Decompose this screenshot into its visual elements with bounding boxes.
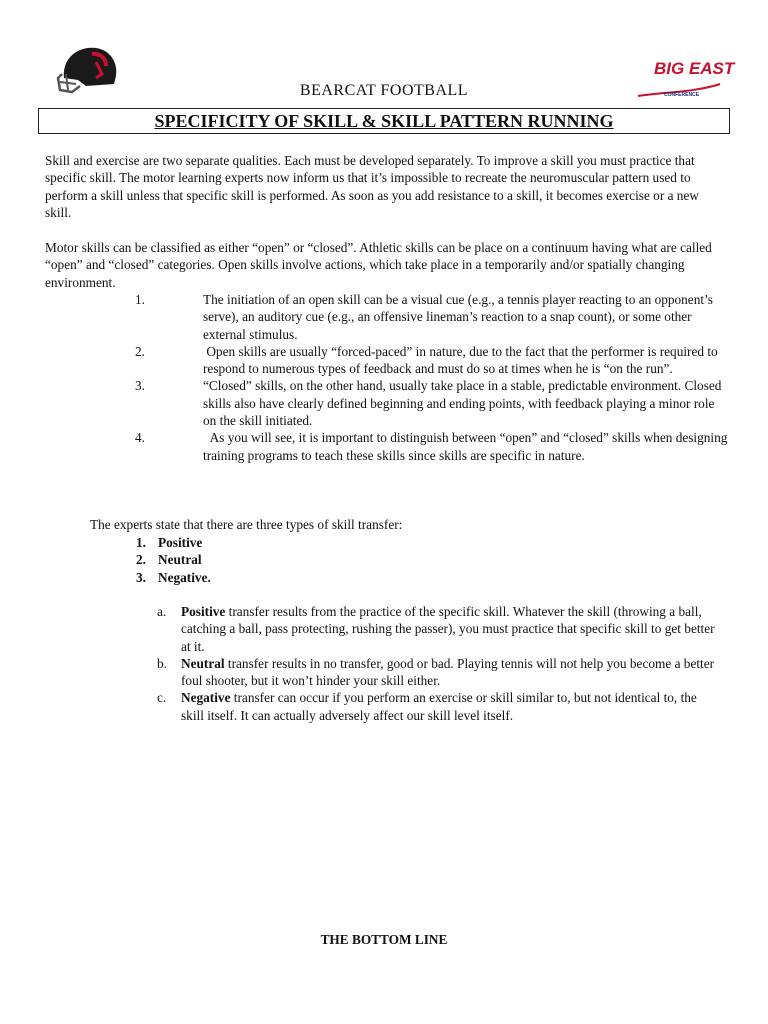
list-number: 1. [135, 292, 145, 307]
school-name: BEARCAT FOOTBALL [299, 82, 469, 99]
logo-big-text: BIG EAST [654, 59, 735, 78]
list-number: 1. [136, 535, 146, 550]
list-number: 3. [136, 569, 146, 585]
list-item [45, 377, 730, 429]
transfer-types-list [136, 534, 211, 586]
list-item [136, 569, 211, 586]
list-text: transfer results from the practice of the specific skill. Whatever the skill (throwing a ball, catching a ball, pass protecting, rushing the passer), you must practice that specific skill to get better at it. [181, 604, 715, 654]
list-text: “Closed” skills, on the other hand, usually take place in a stable, predictable environment. Closed skills also have clearly defined beginning and ending points, with feedback playing a minor role on the skill initiated. [203, 378, 722, 429]
list-item [157, 689, 717, 724]
list-item [136, 534, 211, 551]
list-letter: b. [157, 655, 167, 671]
term: Positive [181, 604, 226, 619]
page-title: SPECIFICITY OF SKILL & SKILL PATTERN RUNNING [38, 108, 730, 134]
list-item [157, 655, 717, 690]
paragraph-2: Motor skills can be classified as either “open” or “closed”. Athletic skills can be place on a continuum having what are called “open” and “closed” categories. Open skills involve actions, which take place in a temporarily and/or spatially changing environment. [45, 240, 712, 290]
term: Neutral [181, 655, 225, 671]
list-number: 3. [135, 378, 145, 394]
transfer-type: Positive [158, 535, 203, 550]
list-text: Open skills are usually “forced-paced” in nature, due to the fact that the performer is required to respond to numerous types of feedback and must do so at times when he is “on the run”. [203, 343, 722, 377]
list-number: 2. [135, 343, 145, 359]
list-number: 4. [135, 430, 145, 446]
list-item [136, 551, 211, 568]
list-item [45, 429, 730, 464]
transfer-type: Neutral [158, 552, 202, 568]
logo-subtext: CONFERENCE [664, 92, 700, 98]
transfer-type: Negative. [158, 569, 211, 585]
paragraph-1: Skill and exercise are two separate qualities. Each must be developed separately. To improve a skill you must practice that specific skill. The motor learning experts now inform us that it’s impossible to recreate the neuromuscular pattern used to perform a skill unless that specific skill is performed. As soon as you add resistance to a skill, it becomes exercise or a new skill. [45, 153, 699, 220]
list-letter: a. [157, 604, 167, 619]
transfer-intro: The experts state that there are three types of skill transfer: [90, 517, 403, 532]
list-text: transfer can occur if you perform an exercise or skill similar to, but not identical to, the skill itself. It can actually adversely affect our skill level itself. [181, 690, 697, 723]
list-letter: c. [157, 690, 167, 706]
bottom-line-heading: THE BOTTOM LINE [320, 932, 448, 947]
numbered-list [45, 291, 730, 464]
list-text: transfer results in no transfer, good or bad. Playing tennis will not help you become a better foul shooter, but it won’t hinder your skill either. [181, 655, 715, 689]
list-text: As you will see, it is important to distinguish between “open” and “closed” skills when designing training programs to teach these skills since skills are specific in nature. [203, 430, 731, 463]
lettered-list [157, 603, 717, 724]
list-item [157, 603, 717, 655]
list-text: The initiation of an open skill can be a visual cue (e.g., a tennis player reacting to an opponent’s serve), an auditory cue (e.g., an offensive lineman’s reaction to a snap count), or some other external stimulus. [203, 292, 713, 342]
term: Negative [181, 690, 231, 706]
list-item [45, 343, 730, 378]
list-item [45, 291, 730, 343]
list-number: 2. [136, 552, 146, 568]
